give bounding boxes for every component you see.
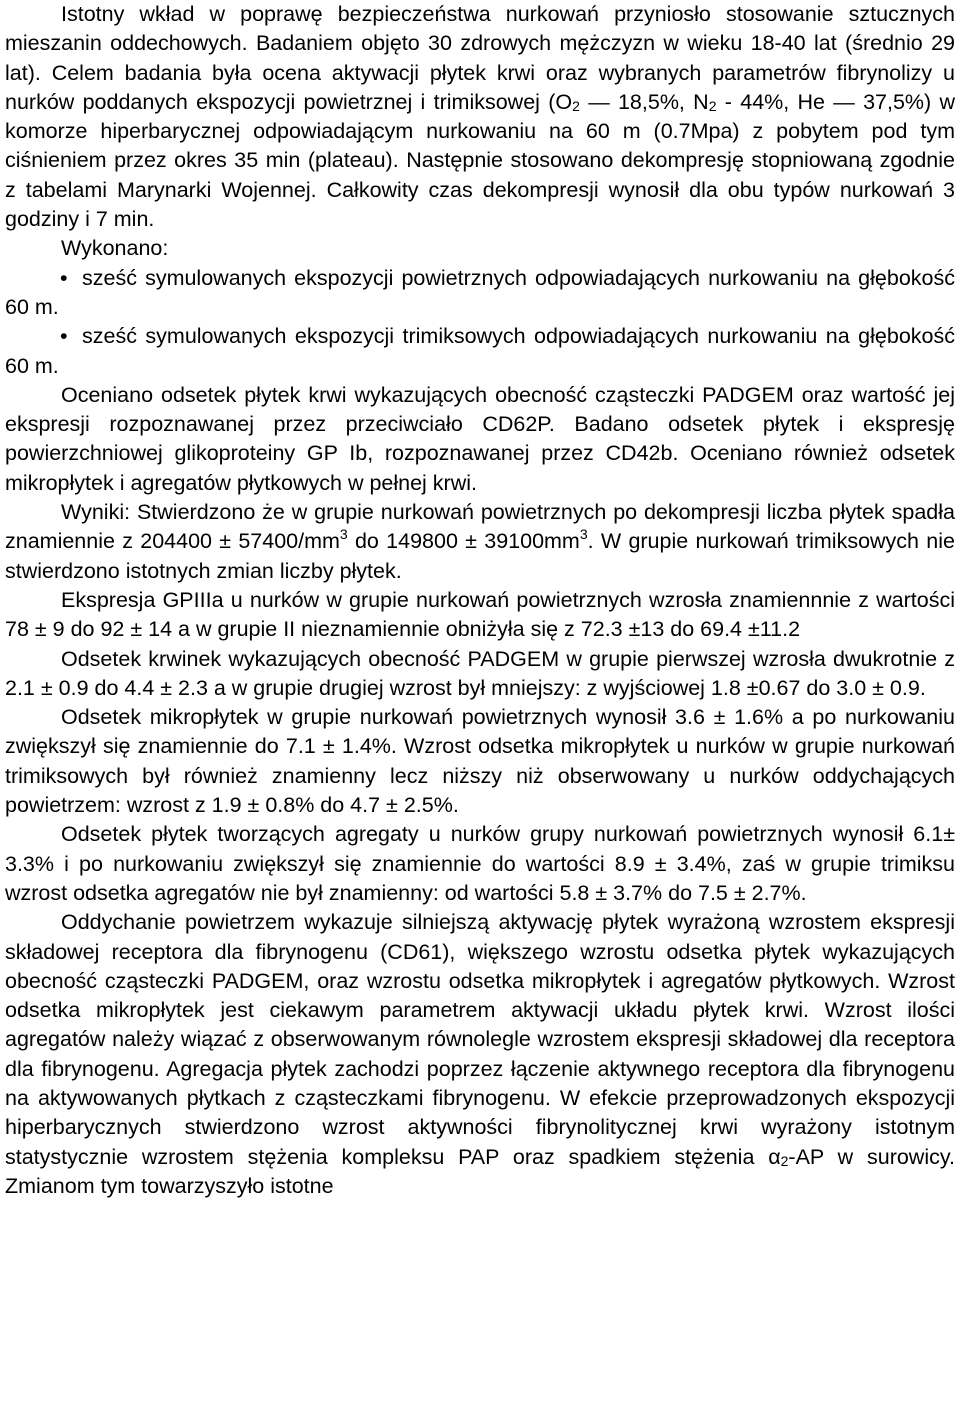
paragraph-padgem: Odsetek krwinek wykazujących obecność PADGEM w grupie pierwszej wzrosła dwukrotnie z 2.1 ± 0.9 do 4.4 ± 2.3 a w grupie drugiej wzrost był mniejszy: z wyjściowej 1.8 ±0.67 do 3.0 ± 0.9.	[5, 646, 955, 700]
paragraph-microplatelets: Odsetek mikropłytek w grupie nurkowań powietrznych wynosił 3.6 ± 1.6% a po nurkowaniu zwiększył się znamiennie do 7.1 ± 1.4%. Wzrost odsetka mikropłytek u nurków w grupie nurkowań trimiksowych był również znamienny lecz niższy niż obserwowany u nurków oddychających powietrzem: wzrost z 1.9 ± 0.8% do 4.7 ± 2.5%.	[5, 705, 955, 818]
bullet-item-trimix: • sześć symulowanych ekspozycji trimiksowych odpowiadających nurkowaniu na głębokość 60 m.	[5, 322, 955, 381]
paragraph-gpiiia: Ekspresja GPIIIa u nurków w grupie nurkowań powietrznych wzrosła znamiennnie z wartości 78 ± 9 do 92 ± 14 a w grupie II nieznamiennie obniżyła się z 72.3 ±13 do 69.4 ±11.2	[5, 587, 955, 642]
paragraph-wykonano: Wykonano:	[61, 236, 169, 261]
paragraph-aggregates: Odsetek płytek tworzących agregaty u nurków grupy nurkowań powietrznych wynosił 6.1± 3.3% i po nurkowaniu zwiększył się znamiennie do wartości 8.9 ± 3.4%, zaś w grupie trimiksu wzrost odsetka agregatów nie był znamienny: od wartości 5.8 ± 3.7% do 7.5 ± 2.7%.	[5, 822, 955, 905]
paragraph-discussion: Oddychanie powietrzem wykazuje silniejszą aktywację płytek wyrażoną wzrostem ekspresji składowej receptora dla fibrynogenu (CD61), większego wzrostu odsetka płytek wykazujących obecność cząsteczki PADGEM, oraz wzrostu odsetka mikropłytek i agregatów płytkowych. Wzrost odsetka mikropłytek jest ciekawym parametrem aktywacji układu płytek krwi. Wzrost ilości agregatów należy wiązać z obserwowanym równolegle wzrostem ekspresji składowej dla receptora dla fibrynogenu. Agregacja płytek zachodzi poprzez łączenie aktywnego receptora dla fibrynogenu na aktywowanych płytkach z cząsteczkami fibrynogenu. W efekcie przeprowadzonych ekspozycji hiperbarycznych stwierdzono wzrost aktywności fibrynolitycznej krwi wyrażony istotnym statystycznie wzrostem stężenia kompleksu PAP oraz spadkiem stężenia $\alpha_2-AP$ w surowicy. Zmianom tym towarzyszyło istotne	[5, 910, 955, 1198]
bullet-item-air: • sześć symulowanych ekspozycji powietrznych odpowiadających nurkowaniu na głębokość 60 m.	[5, 264, 955, 323]
paragraph-methods: Oceniano odsetek płytek krwi wykazujących obecność cząsteczki PADGEM oraz wartość jej ekspresji rozpoznawanej przez przeciwciało CD62P. Badano odsetek płytek i ekspresję powierzchniowej glikoproteiny GP Ib, rozpoznawanej przez CD42b. Oceniano również odsetek mikropłytek i agregatów płytkowych w pełnej krwi.	[5, 382, 955, 495]
paragraph-intro: Istotny wkład w poprawę bezpieczeństwa nurkowań przyniosło stosowanie sztucznych mieszanin oddechowych. Badaniem objęto 30 zdrowych mężczyzn w wieku 18-40 lat (średnio 29 lat). Celem badania była ocena aktywacji płytek krwi oraz wybranych parametrów fibrynolizy u nurków poddanych ekspozycji powietrznej i trimiksowej ($O_2$ — 18,5%, $N_2 - 44\%$, He — 37,5%) w komorze hiperbarycznej odpowiadającym nurkowaniu na 60 m (0.7Mpa) z pobytem pod tym ciśnieniem przez okres 35 min (plateau). Następnie stosowano dekompresję stopniowaną zgodnie z tabelami Marynarki Wojennej. Całkowity czas dekompresji wynosił dla obu typów nurkowań 3 godziny i 7 min.	[5, 2, 956, 232]
paragraph-results: Wyniki: Stwierdzono że w grupie nurkowań powietrznych po dekompresji liczba płytek spadła znamiennie z $204400 \pm 57400/mm^3$ do $149800 \pm 39100mm^3$. W grupie nurkowań trimiksowych nie stwierdzono istotnych zmian liczby płytek.	[5, 500, 955, 583]
